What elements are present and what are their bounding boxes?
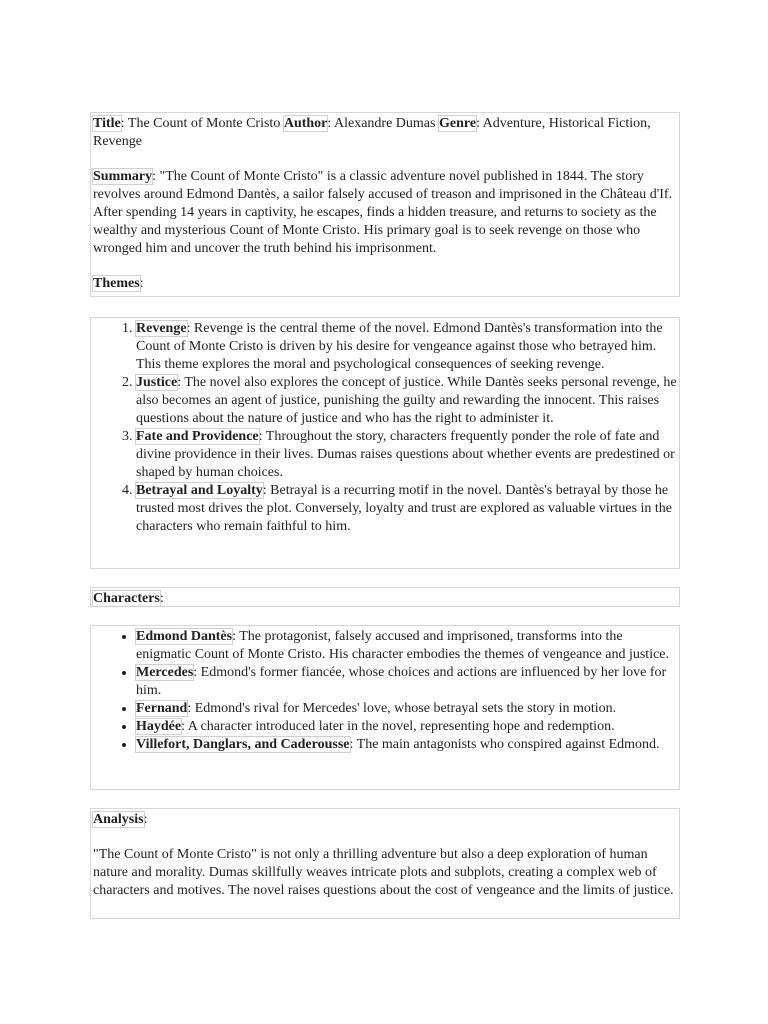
author-value: : Alexandre Dumas [327, 116, 439, 131]
analysis-heading [93, 811, 677, 829]
character-name: Edmond Dantès [136, 629, 233, 644]
character-text: : The protagonist, falsely accused and imprisoned, transforms into the enigmatic Count of Monte Cristo. His character embodies the themes of vengeance and justice. [136, 629, 670, 662]
character-text: : A character introduced later in the novel, representing hope and redemption. [181, 719, 615, 734]
characters-list-block [90, 625, 680, 790]
themes-list-block [90, 317, 680, 569]
theme-text: : Betrayal is a recurring motif in the novel. Dantès's betrayal by those he trusted most drives the plot. Conversely, loyalty and trust are explored as valuable virtues in the characters who remain faithful to him. [136, 483, 673, 534]
characters-heading [93, 590, 677, 608]
analysis-text: "The Count of Monte Cristo" is not only a thrilling adventure but also a deep exploration of human nature and morality. Dumas skillfully weaves intricate plots and subplots, creating a complex web of characters and motives. The novel raises questions about the cost of vengeance and the limits of justice. [93, 847, 674, 898]
intro-block [90, 112, 680, 297]
theme-name: Justice [136, 375, 178, 390]
theme-text: : Throughout the story, characters frequently ponder the role of fate and divine providence in their lives. Dumas raises questions about whether events are predestined or shaped by human choices. [136, 429, 675, 480]
document-page [90, 112, 680, 919]
character-text: : Edmond's rival for Mercedes' love, whose betrayal sets the story in motion. [187, 701, 617, 716]
character-name: Mercedes [136, 665, 194, 680]
header-line [93, 115, 677, 151]
title-value: : The Count of Monte Cristo [120, 116, 284, 131]
list-item [136, 664, 677, 700]
analysis-label: Analysis [93, 812, 144, 827]
summary-text: : "The Count of Monte Cristo" is a classic adventure novel published in 1844. The story revolves around Edmond Dantès, a sailor falsely accused of treason and imprisoned in the Château d'If. After spending 14 years in captivity, he escapes, finds a hidden treasure, and returns to society as the wealthy and mysterious Count of Monte Cristo. His primary goal is to seek revenge on those who wronged him and uncover the truth behind his imprisonment. [93, 169, 673, 256]
summary-paragraph [93, 168, 677, 258]
character-name: Haydée [136, 719, 182, 734]
themes-colon: : [139, 276, 144, 291]
character-text: : Edmond's former fiancée, whose choices and actions are influenced by her love for him. [136, 665, 667, 698]
themes-label: Themes [93, 276, 140, 291]
list-item [136, 700, 677, 718]
list-item [136, 718, 677, 736]
theme-text: : The novel also explores the concept of justice. While Dantès seeks personal revenge, he also becomes an agent of justice, punishing the guilty and rewarding the innocent. This raises questions about the nature of justice and who has the right to administer it. [136, 375, 677, 426]
genre-value: : Adventure, Historical Fiction, Revenge [93, 116, 651, 149]
themes-heading [93, 275, 677, 293]
theme-name: Revenge [136, 321, 187, 336]
characters-list [91, 628, 677, 754]
genre-label: Genre [438, 116, 477, 131]
list-item [136, 320, 677, 374]
character-name: Villefort, Danglars, and Caderousse [136, 737, 350, 752]
analysis-colon: : [143, 812, 148, 827]
list-item [136, 374, 677, 428]
characters-colon: : [159, 591, 164, 606]
character-name: Fernand [136, 701, 188, 716]
list-item [136, 736, 677, 754]
list-item [136, 482, 677, 536]
theme-text: : Revenge is the central theme of the novel. Edmond Dantès's transformation into the Count of Monte Cristo is driven by his desire for vengeance against those who betrayed him. This theme explores the moral and psychological consequences of seeking revenge. [136, 321, 663, 372]
characters-heading-block [90, 587, 680, 607]
list-item [136, 428, 677, 482]
analysis-block [90, 808, 680, 919]
summary-label: Summary [93, 169, 153, 184]
list-item [136, 628, 677, 664]
character-text: : The main antagonists who conspired against Edmond. [349, 737, 660, 752]
title-label: Title [93, 116, 121, 131]
characters-label: Characters [93, 591, 160, 606]
themes-list [91, 320, 677, 536]
theme-name: Fate and Providence [136, 429, 259, 444]
theme-name: Betrayal and Loyalty [136, 483, 263, 498]
author-label: Author [283, 116, 328, 131]
